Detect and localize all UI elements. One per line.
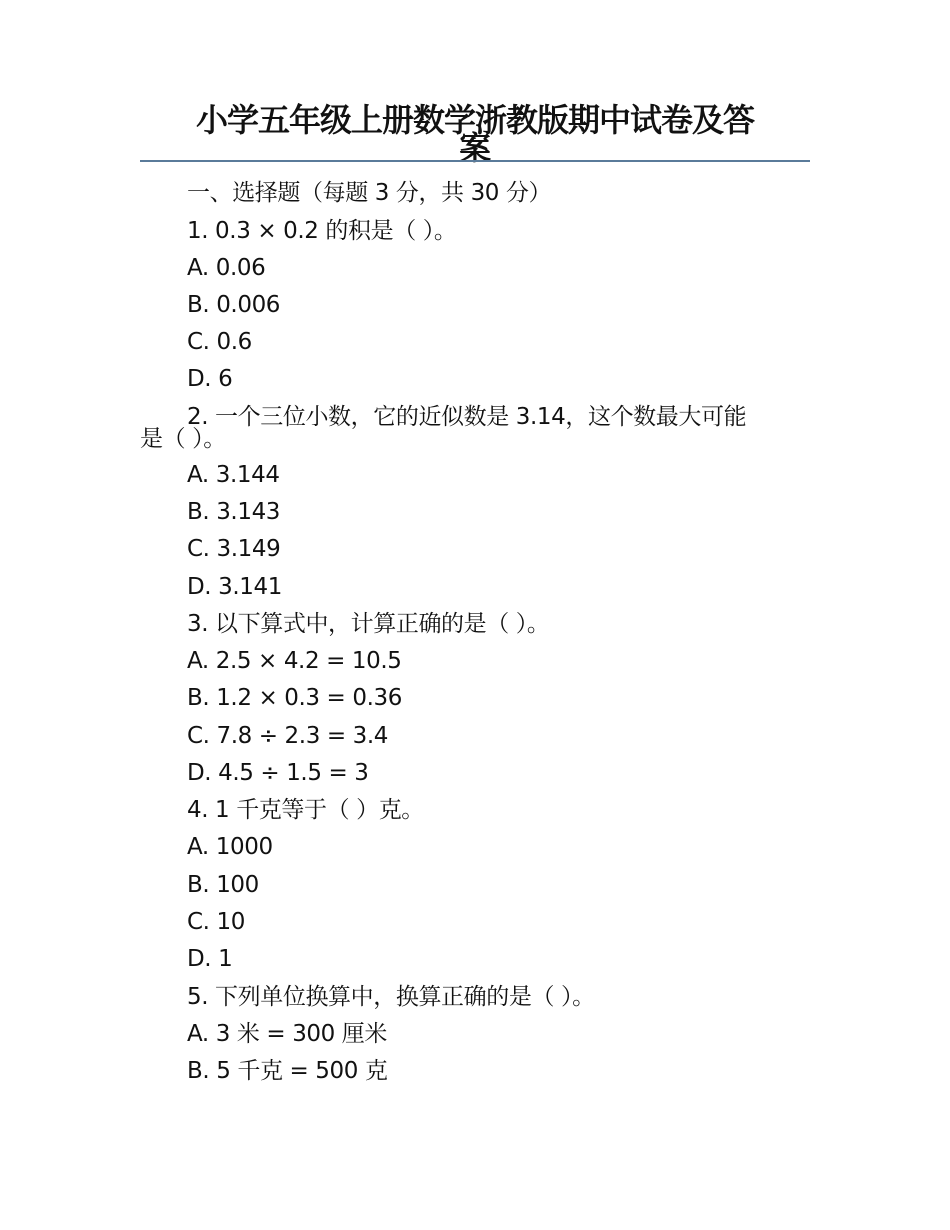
question-5-option-b: B. 5 千克 = 500 克 xyxy=(187,1058,388,1084)
question-1-option-d: D. 6 xyxy=(187,366,233,392)
question-2-option-a: A. 3.144 xyxy=(187,462,280,488)
question-4-option-a: A. 1000 xyxy=(187,834,273,860)
question-2-option-c: C. 3.149 xyxy=(187,536,281,562)
question-2-stem: 2. 一个三位小数，它的近似数是 3.14，这个数最大可能 xyxy=(187,404,747,430)
question-1-option-a: A. 0.06 xyxy=(187,255,266,281)
question-3-option-c: C. 7.8 ÷ 2.3 = 3.4 xyxy=(187,723,389,749)
question-4-stem: 4. 1 千克等于（ ）克。 xyxy=(187,797,424,823)
question-3-option-d: D. 4.5 ÷ 1.5 = 3 xyxy=(187,760,369,786)
question-3-option-a: A. 2.5 × 4.2 = 10.5 xyxy=(187,648,402,674)
section-heading: 一、选择题（每题 3 分，共 30 分） xyxy=(187,180,552,206)
page-title: 小学五年级上册数学浙教版期中试卷及答 xyxy=(195,101,754,139)
question-3-option-b: B. 1.2 × 0.3 = 0.36 xyxy=(187,685,402,711)
question-2-stem-wrap: 是（ ）。 xyxy=(140,426,226,452)
question-2-option-b: B. 3.143 xyxy=(187,499,281,525)
page-title-overflow: 案 xyxy=(458,129,491,167)
question-5-option-a: A. 3 米 = 300 厘米 xyxy=(187,1021,388,1047)
question-1-option-c: C. 0.6 xyxy=(187,329,252,355)
question-4-option-b: B. 100 xyxy=(187,872,259,898)
question-1-option-b: B. 0.006 xyxy=(187,292,281,318)
question-5-stem: 5. 下列单位换算中，换算正确的是（ ）。 xyxy=(187,984,595,1010)
question-4-option-d: D. 1 xyxy=(187,946,233,972)
title-divider xyxy=(140,160,810,162)
question-3-stem: 3. 以下算式中，计算正确的是（ ）。 xyxy=(187,611,550,637)
question-1-stem: 1. 0.3 × 0.2 的积是（ ）。 xyxy=(187,218,457,244)
question-4-option-c: C. 10 xyxy=(187,909,245,935)
question-2-option-d: D. 3.141 xyxy=(187,574,282,600)
